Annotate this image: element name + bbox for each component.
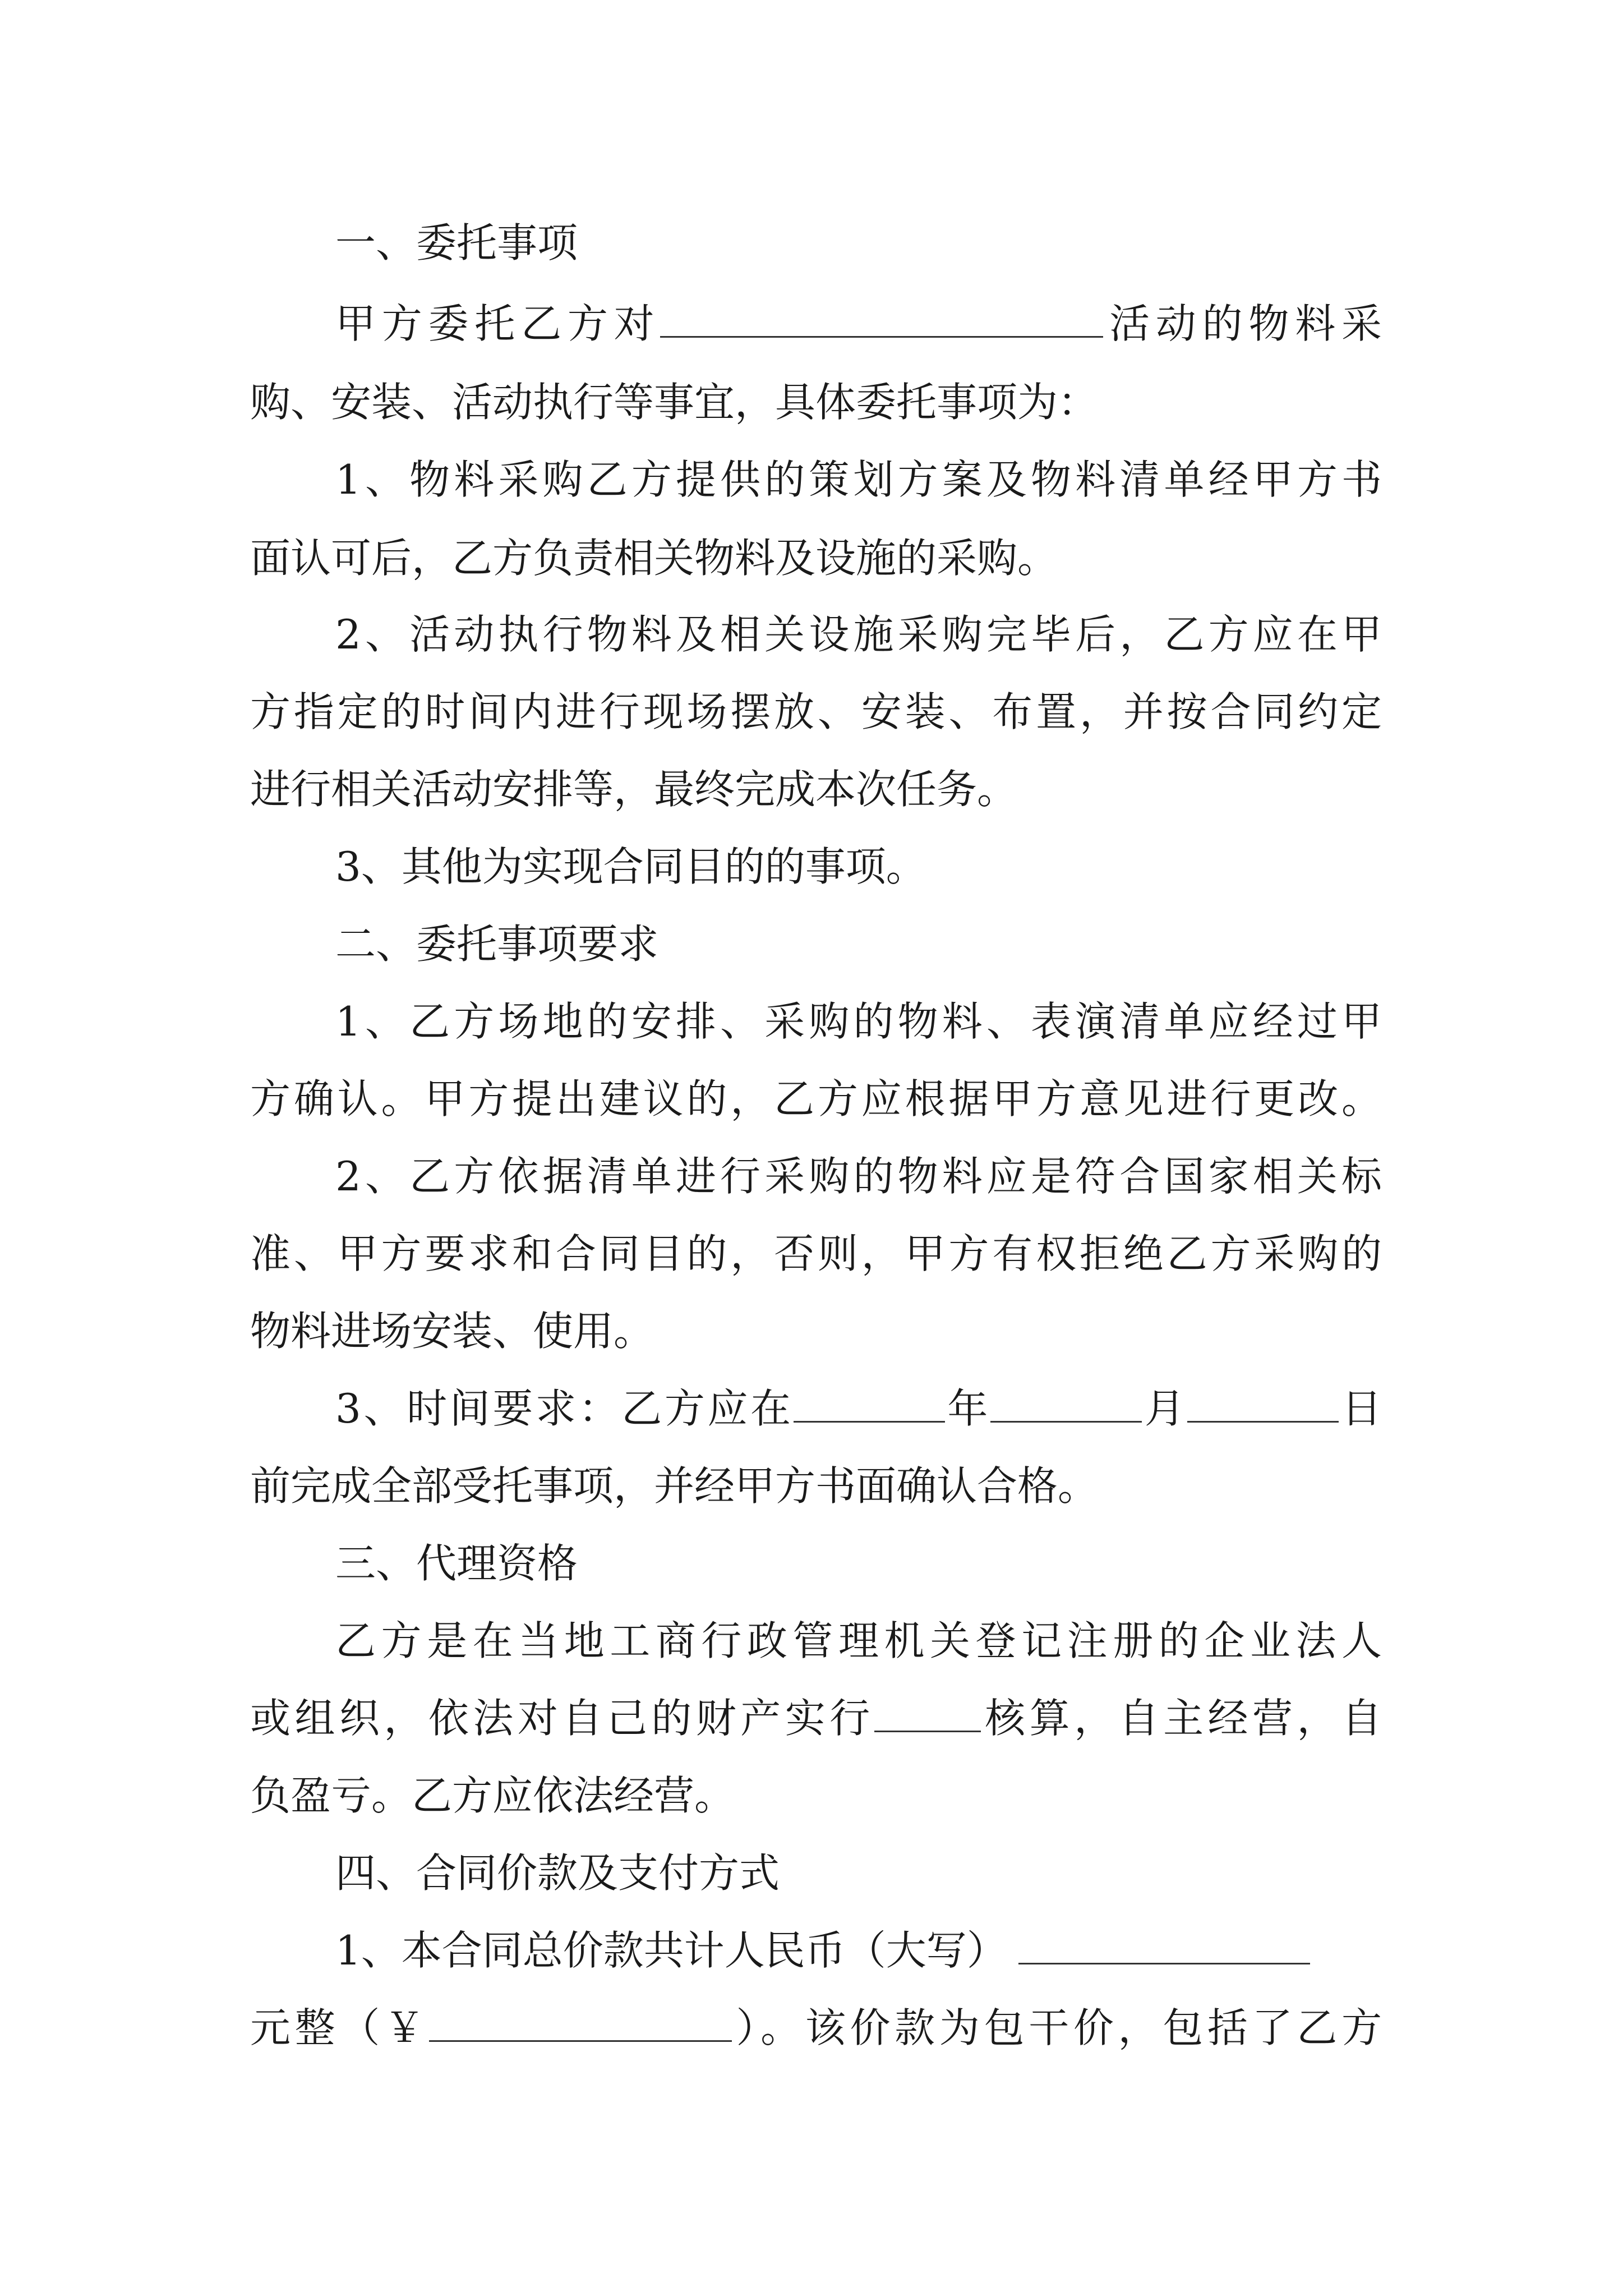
list-item-line: 准、甲方要求和合同目的，否则，甲方有权拒绝乙方采购的 [250, 1230, 1382, 1277]
list-item-line: 元整（￥ ）。该价款为包干价，包括了乙方 [250, 2004, 1382, 2051]
month-blank [990, 1384, 1142, 1423]
list-item-line: 2、乙方依据清单进行采购的物料应是符合国家相关标 [335, 1153, 1382, 1200]
section-heading-3: 三、代理资格 [335, 1540, 578, 1587]
section-heading-1: 一、委托事项 [335, 219, 578, 266]
list-item-line: 面认可后，乙方负责相关物料及设施的采购。 [250, 535, 1058, 582]
list-item-line: 1、物料采购乙方提供的策划方案及物料清单经甲方书 [335, 456, 1382, 503]
paragraph-line: 购、安装、活动执行等事宜，具体委托事项为： [250, 379, 1099, 426]
section-heading-4: 四、合同价款及支付方式 [335, 1849, 780, 1897]
list-item-line: 前完成全部受托事项，并经甲方书面确认合格。 [250, 1462, 1099, 1510]
list-item-line: 方指定的时间内进行现场摆放、安装、布置，并按合同约定 [250, 688, 1382, 735]
paragraph-line: 负盈亏。乙方应依法经营。 [250, 1772, 735, 1819]
year-blank [794, 1384, 945, 1423]
fill-in-blank [874, 1694, 981, 1732]
amount-uppercase-blank [1018, 1926, 1310, 1964]
list-item-line: 3、其他为实现合同目的的事项。 [335, 843, 926, 890]
paragraph-line: 或组织，依法对自己的财产实行 核算，自主经营，自 [250, 1695, 1382, 1742]
list-item-line: 物料进场安装、使用。 [250, 1308, 654, 1355]
fill-in-blank [660, 299, 1103, 338]
paragraph-line: 乙方是在当地工商行政管理机关登记注册的企业法人 [335, 1617, 1382, 1664]
list-item-line: 进行相关活动安排等，最终完成本次任务。 [250, 766, 1018, 813]
section-heading-2: 二、委托事项要求 [335, 921, 659, 968]
paragraph-line: 甲方委托乙方对 活动的物料采 [335, 300, 1382, 347]
list-item-line: 1、乙方场地的安排、采购的物料、表演清单应经过甲 [335, 998, 1382, 1045]
list-item-line: 2、活动执行物料及相关设施采购完毕后，乙方应在甲 [335, 611, 1382, 658]
amount-numeric-blank [429, 2003, 732, 2042]
list-item-line: 方确认。甲方提出建议的，乙方应根据甲方意见进行更改。 [250, 1075, 1382, 1122]
day-blank [1187, 1384, 1339, 1423]
list-item-line: 1、本合同总价款共计人民币（大写） [335, 1920, 1310, 1981]
list-item-line: 3、时间要求：乙方应在 年 月 日 [335, 1385, 1382, 1432]
